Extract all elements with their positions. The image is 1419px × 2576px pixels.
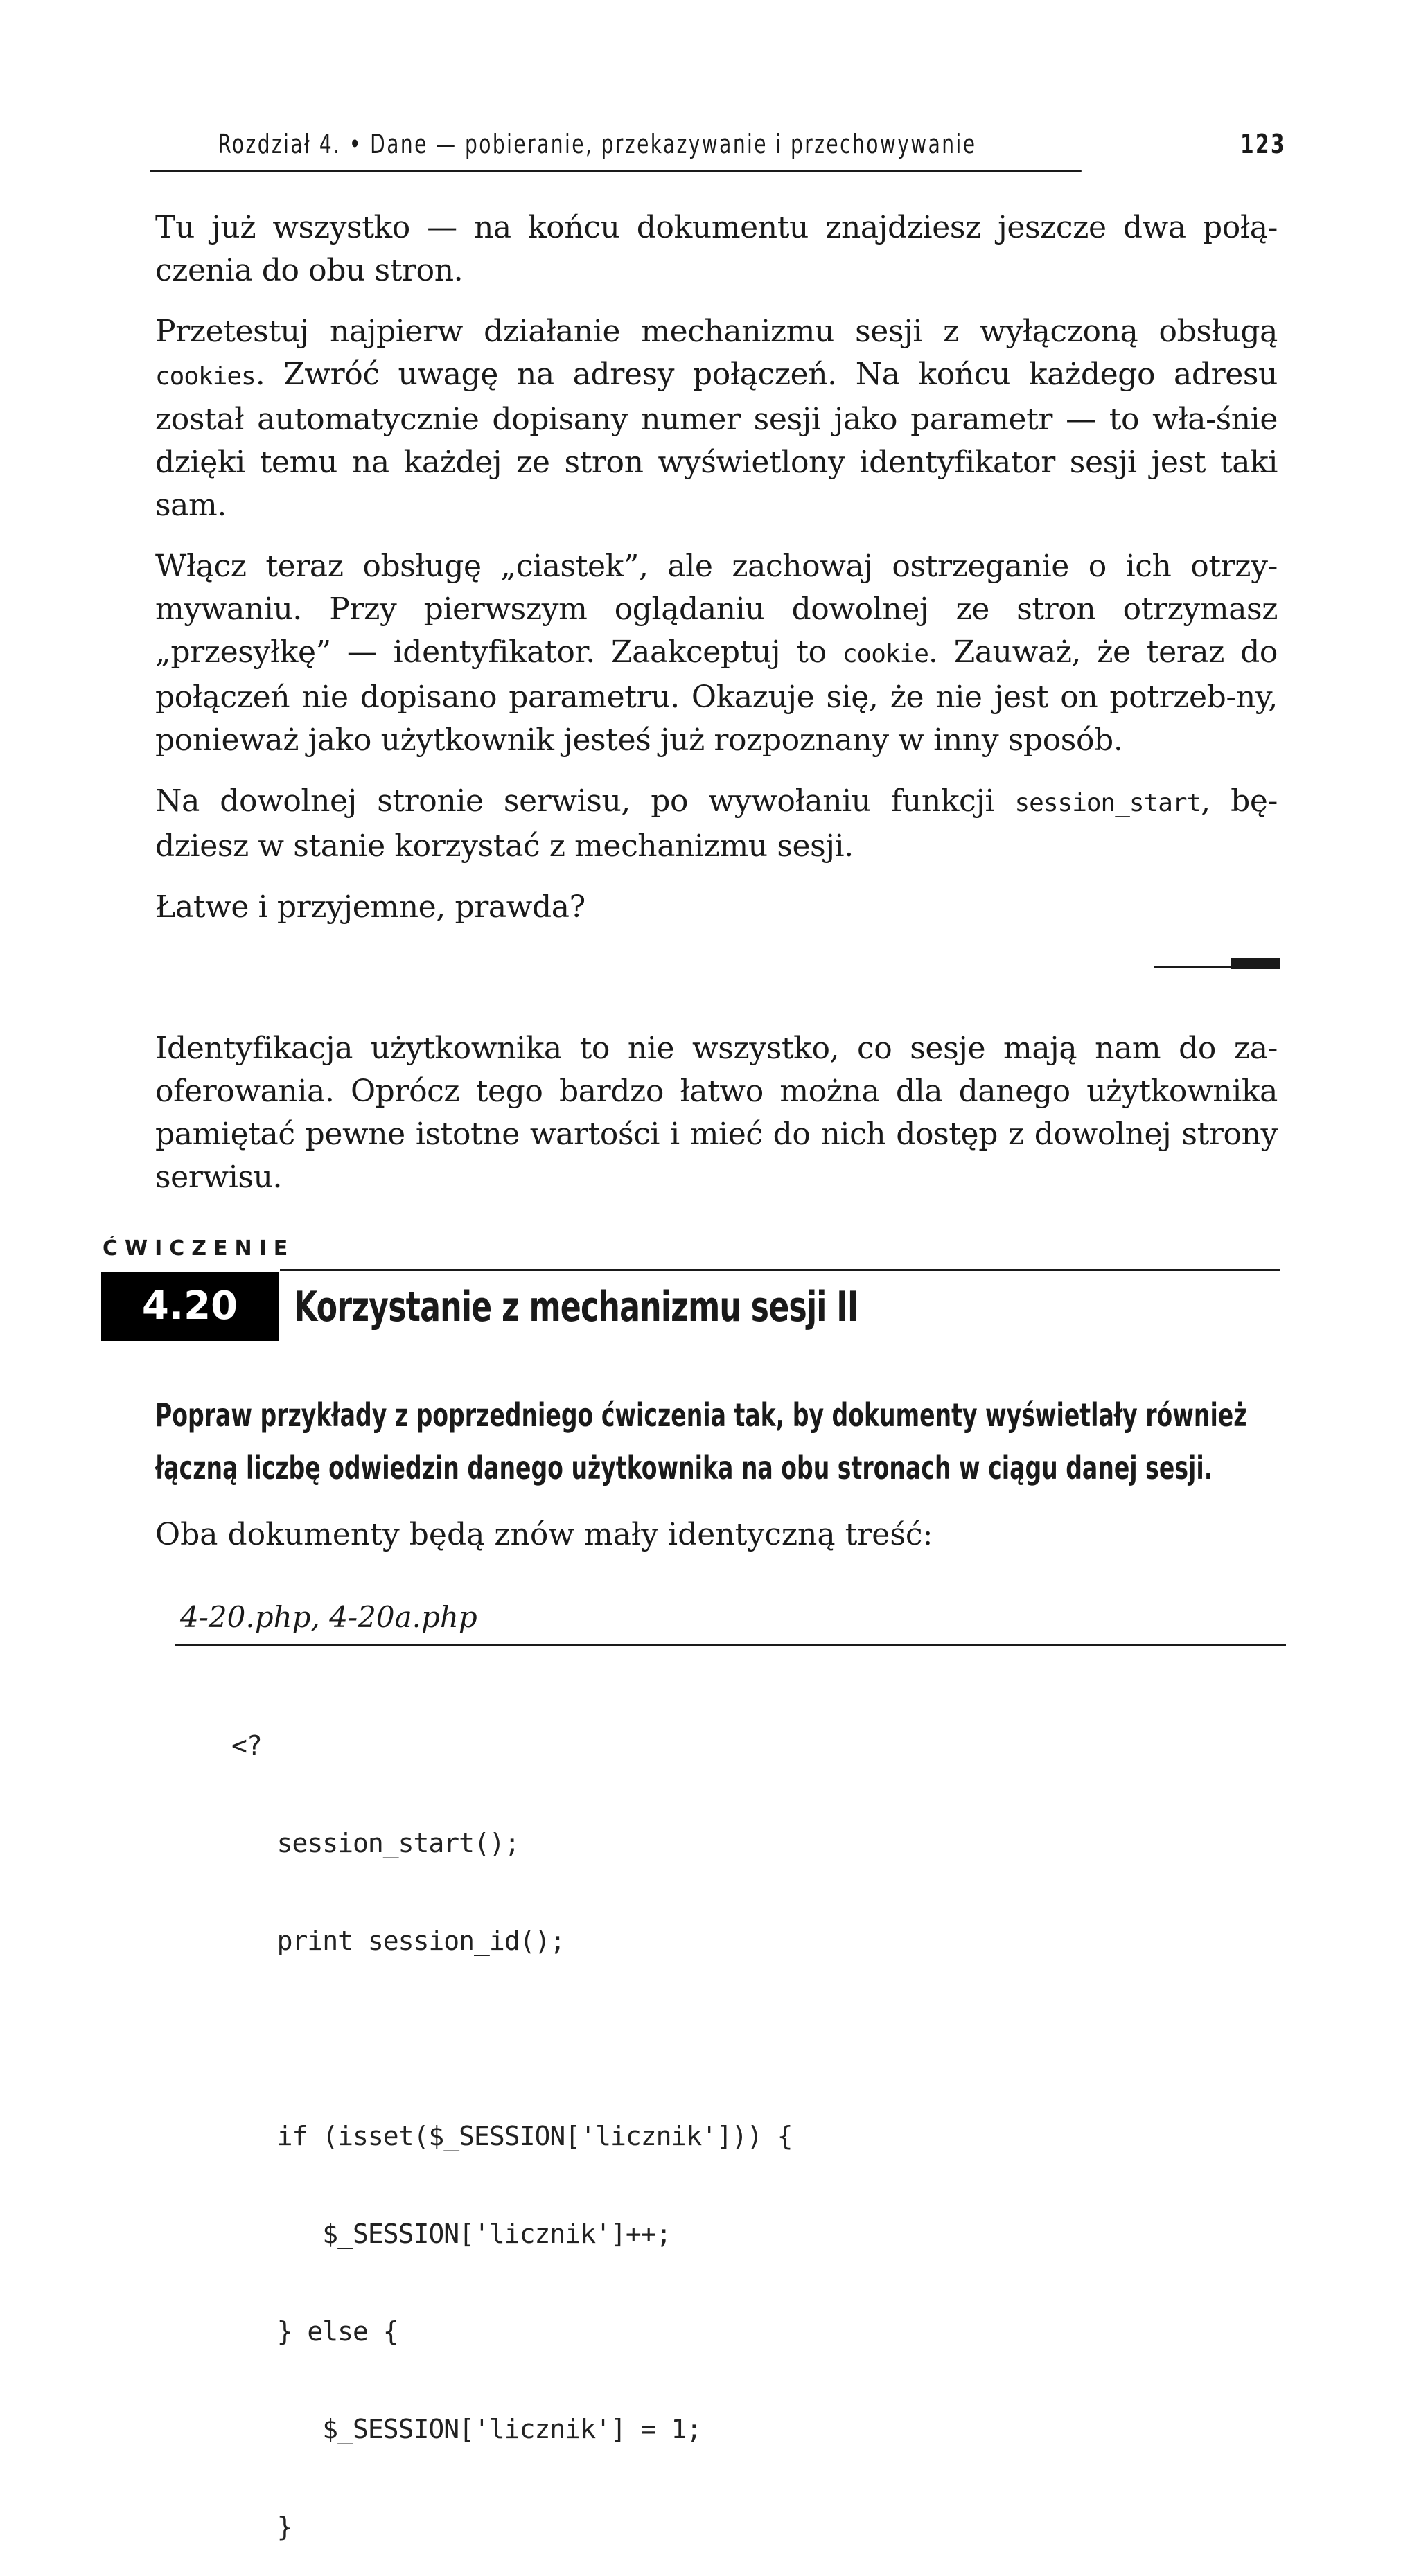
body-text — [155, 206, 1278, 947]
task-line: Popraw przykłady z poprzedniego ćwiczenia tak, by dokumenty wyświetlały również — [155, 1396, 1247, 1434]
paragraph — [155, 780, 1278, 868]
text-run: . Zauważ, że teraz do połączeń nie dopisano parametru. Okazuje się, że nie jest on potrzeb-ny, ponieważ jako użytkownik jesteś już rozpoznany w inny sposób. — [155, 634, 1278, 758]
exercise-task — [155, 1389, 1264, 1494]
code-line: if (isset($_SESSION['licznik'])) { — [231, 2121, 793, 2151]
inline-code: cookies — [155, 362, 256, 391]
text-run: . Zwróć uwagę na adresy połączeń. Na końcu każdego adresu został automatycznie dopisany numer sesji jako parametr — to wła-śnie dzięki temu na każdej ze stron wyświetlony identyfikator sesji jest taki sam. — [155, 357, 1278, 523]
paragraph — [155, 545, 1278, 762]
chapter-title: Rozdział 4. • Dane — pobieranie, przekazywanie i przechowywanie — [218, 129, 977, 159]
task-line: łączną liczbę odwiedzin danego użytkownika na obu stronach w ciągu danej sesji. — [155, 1449, 1213, 1486]
code-line: session_start(); — [231, 1828, 520, 1858]
text-run: , bę-dziesz w stanie korzystać z mechanizmu sesji. — [155, 783, 1278, 864]
paragraph: Identyfikacja użytkownika to nie wszystko, co sesje mają nam do za-oferowania. Oprócz tego bardzo łatwo można dla danego użytkownika pamiętać pewne istotne wartości i mieć do nich dostęp z dowolnej strony serwisu. — [155, 1031, 1278, 1195]
marker-thin-rule — [1154, 966, 1231, 968]
code-line: $_SESSION['licznik'] = 1; — [231, 2414, 702, 2444]
inline-code: session_start — [1014, 789, 1201, 817]
code-line: $_SESSION['licznik']++; — [231, 2219, 671, 2249]
marker-thick-block — [1231, 958, 1280, 969]
code-line — [231, 2023, 792, 2055]
paragraph — [155, 310, 1278, 527]
inline-code: cookie — [842, 640, 928, 668]
code-line: print session_id(); — [231, 1926, 565, 1956]
exercise-rule — [280, 1269, 1280, 1271]
section-two — [155, 1027, 1278, 1217]
exercise-number: 4.20 — [101, 1272, 279, 1341]
exercise-label: ĆWICZENIE — [103, 1236, 295, 1261]
paragraph — [155, 206, 1278, 292]
text-run: Łatwe i przyjemne, prawda? — [155, 889, 585, 925]
section-end-marker — [1154, 958, 1280, 969]
code-line: } else { — [231, 2316, 398, 2347]
page-number: 123 — [1240, 129, 1286, 159]
code-listing — [231, 1664, 792, 2576]
text-run: Tu już wszystko — na końcu dokumentu znajdziesz jeszcze dwa połą-czenia do obu stron. — [155, 210, 1278, 288]
text-run: Włącz teraz obsługę „ciastek”, ale zachowaj ostrzeganie o ich otrzy-mywaniu. Przy pierwszym oglądaniu dowolnej ze stron otrzymasz „przesyłkę” — identyfikator. Zaakceptuj to — [155, 549, 1278, 670]
text-run: Na dowolnej stronie serwisu, po wywołaniu funkcji — [155, 783, 1015, 819]
code-line: <? — [231, 1730, 262, 1761]
file-caption-rule — [175, 1644, 1286, 1646]
code-line: } — [231, 2512, 292, 2542]
paragraph — [155, 886, 1278, 929]
exercise-title: Korzystanie z mechanizmu sesji II — [294, 1283, 858, 1331]
running-header — [150, 129, 1286, 172]
code-intro: Oba dokumenty będą znów mały identyczną treść: — [155, 1517, 933, 1552]
text-run: Przetestuj najpierw działanie mechanizmu sesji z wyłączoną obsługą — [155, 314, 1278, 349]
file-caption: 4-20.php, 4-20a.php — [180, 1600, 477, 1634]
